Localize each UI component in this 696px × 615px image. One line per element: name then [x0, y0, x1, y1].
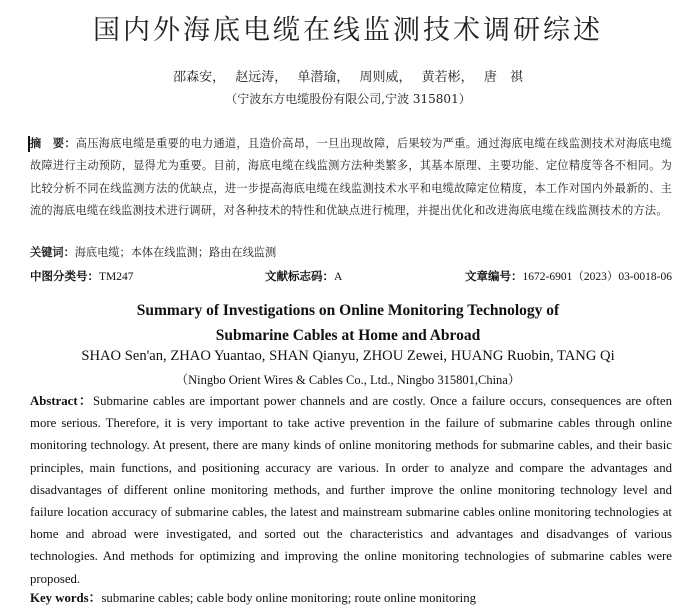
english-title-line-2: Submarine Cables at Home and Abroad — [215, 327, 481, 344]
english-keywords-label: Key words： — [30, 591, 102, 605]
chinese-affiliation: （宁波东方电缆股份有限公司,宁波 315801） — [225, 92, 471, 106]
clc-label: 中图分类号： — [30, 269, 99, 283]
document-code-label: 文献标志码： — [265, 269, 334, 283]
english-abstract-label: Abstract： — [30, 394, 94, 408]
classification-row — [30, 267, 672, 285]
english-keywords-text: submarine cables; cable body online monitoring; route online monitoring — [101, 591, 477, 605]
document-code — [265, 267, 342, 286]
article-number-value: 1672-6901（2023）03-0018-06 — [522, 271, 672, 283]
clc-value: TM247 — [99, 271, 134, 283]
chinese-keywords-text: 海底电缆；本体在线监测；路由在线监测 — [74, 246, 277, 259]
chinese-authors: 邵森安， 赵远涛， 单潜瑜， 周则威， 黄若彬， 唐 祺 — [173, 70, 523, 85]
english-authors: SHAO Sen'an, ZHAO Yuantao, SHAN Qianyu, ZHOU Zewei, HUANG Ruobin, TANG Qi — [81, 348, 615, 364]
english-title — [0, 298, 696, 348]
english-title-line-1: Summary of Investigations on Online Monitoring Technology of — [136, 302, 560, 319]
english-abstract-text: Submarine cables are important power channels and are costly. Once a failure occurs, consequences are often more serious. Therefore, it is very important to take active prevention in the failure of submarine cables through online monitoring technology. At present, there are many kinds of online monitoring methods for submarine cables, and their basic principles, main functions, and positioning accuracy are various. In order to analyze and compare the advantages and disadvantages of different online monitoring methods, and further improve the online monitoring technology level and failure location accuracy of submarine cables, the latest and mainstream submarine cables online monitoring technologies at home and abroad were investigated, and sorted out the characteristics and advantages and disadvanges of various technologies. And methods for optimizing and improving the online monitoring technologies of submarine cables were proposed. — [30, 394, 672, 586]
article-number-label: 文章编号： — [465, 269, 523, 283]
chinese-abstract — [30, 133, 672, 223]
clc-number — [30, 267, 134, 286]
chinese-abstract-label: 摘 要： — [30, 137, 76, 150]
english-affiliation: （Ningbo Orient Wires & Cables Co., Ltd., Ningbo 315801,China） — [175, 373, 521, 387]
article-number — [465, 267, 672, 286]
chinese-keywords — [30, 244, 672, 262]
chinese-keywords-label: 关键词： — [30, 246, 75, 259]
chinese-abstract-text: 高压海底电缆是重要的电力通道，且造价高昂，一旦出现故障，后果较为严重。通过海底电缆在线监测技术对海底电缆故障进行主动预防，显得尤为重要。目前，海底电缆在线监测方法种类繁多，其基本原理、主要功能、定位精度等各不相同。为比较分析不同在线监测方法的优缺点，进一步提高海底电缆在线监测技术水平和电缆故障定位精度，本工作对国内外最新的、主流的海底电缆在线监测技术进行调研，对各种技术的特性和优缺点进行梳理，并提出优化和改进海底电缆在线监测技术的方法。 — [30, 137, 672, 218]
document-code-value: A — [334, 271, 343, 283]
chinese-title: 国内外海底电缆在线监测技术调研综述 — [93, 15, 603, 46]
english-keywords — [30, 589, 672, 607]
english-abstract — [30, 390, 672, 590]
